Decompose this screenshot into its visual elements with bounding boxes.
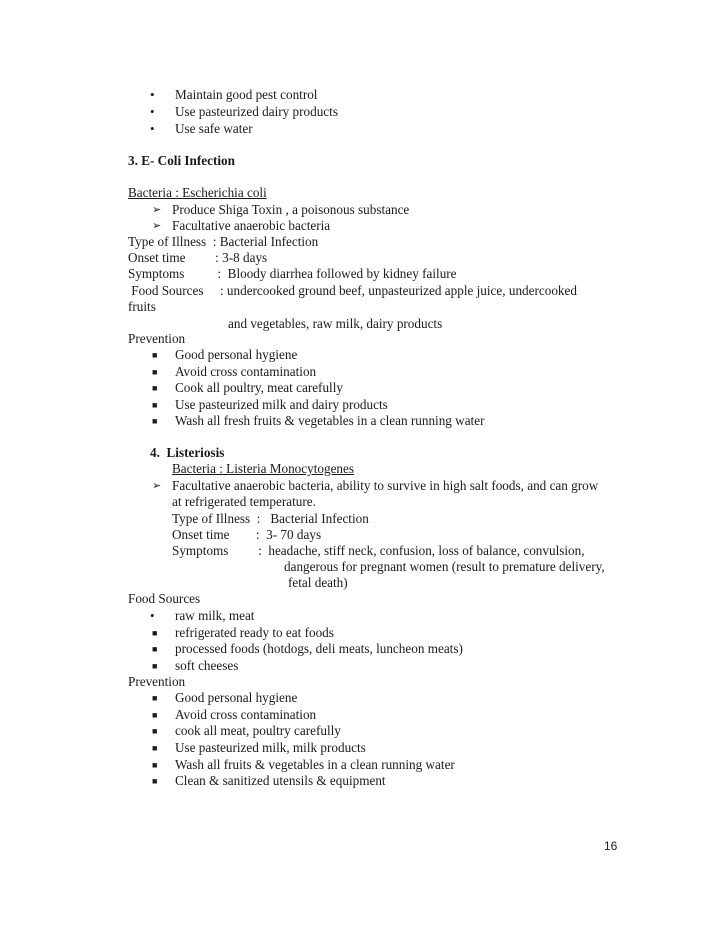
arrow-bullet-icon: ➢ bbox=[152, 480, 162, 492]
list-item: processed foods (hotdogs, deli meats, luncheon meats) bbox=[175, 641, 463, 656]
list-item: Clean & sanitized utensils & equipment bbox=[175, 773, 386, 788]
onset-time: Onset time : 3- 70 days bbox=[172, 527, 322, 542]
list-item: cook all meat, poultry carefully bbox=[175, 723, 341, 738]
symptoms: Symptoms : headache, stiff neck, confusion, loss of balance, convulsion, bbox=[172, 543, 585, 558]
list-item: Avoid cross contamination bbox=[175, 364, 317, 379]
square-bullet-icon: ■ bbox=[152, 350, 158, 360]
list-item-cont: at refrigerated temperature. bbox=[172, 494, 316, 509]
list-item: Use safe water bbox=[175, 121, 253, 136]
list-item: refrigerated ready to eat foods bbox=[175, 625, 334, 640]
section-heading: 4. Listeriosis bbox=[150, 445, 225, 460]
arrow-bullet-icon: ➢ bbox=[152, 204, 162, 216]
bullet-icon: • bbox=[150, 87, 155, 102]
food-sources-cont: fruits bbox=[128, 299, 156, 314]
square-bullet-icon: ■ bbox=[152, 661, 158, 671]
bacteria-name: Bacteria : Escherichia coli bbox=[128, 185, 267, 200]
list-item: Maintain good pest control bbox=[175, 87, 318, 102]
list-item: Good personal hygiene bbox=[175, 347, 298, 362]
arrow-bullet-icon: ➢ bbox=[152, 220, 162, 232]
onset-time: Onset time : 3-8 days bbox=[128, 250, 268, 265]
list-item: Use pasteurized milk and dairy products bbox=[175, 397, 388, 412]
symptoms-cont: fetal death) bbox=[288, 575, 348, 590]
list-item: Wash all fresh fruits & vegetables in a clean running water bbox=[175, 413, 485, 428]
list-item: Cook all poultry, meat carefully bbox=[175, 380, 343, 395]
list-item: Produce Shiga Toxin , a poisonous substance bbox=[172, 202, 410, 217]
square-bullet-icon: ■ bbox=[152, 416, 158, 426]
list-item: Avoid cross contamination bbox=[175, 707, 317, 722]
section-heading: 3. E- Coli Infection bbox=[128, 153, 235, 168]
square-bullet-icon: ■ bbox=[152, 710, 158, 720]
square-bullet-icon: ■ bbox=[152, 383, 158, 393]
square-bullet-icon: ■ bbox=[152, 400, 158, 410]
symptoms: Symptoms : Bloody diarrhea followed by kidney failure bbox=[128, 266, 457, 281]
square-bullet-icon: ■ bbox=[152, 760, 158, 770]
list-item: Good personal hygiene bbox=[175, 690, 298, 705]
symptoms-cont: dangerous for pregnant women (result to premature delivery, bbox=[284, 559, 605, 574]
bacteria-name: Bacteria : Listeria Monocytogenes bbox=[172, 461, 354, 476]
square-bullet-icon: ■ bbox=[152, 644, 158, 654]
list-item: Wash all fruits & vegetables in a clean running water bbox=[175, 757, 455, 772]
illness-type: Type of Illness : Bacterial Infection bbox=[172, 511, 369, 526]
list-item: Facultative anaerobic bacteria bbox=[172, 218, 331, 233]
prevention-label: Prevention bbox=[128, 674, 186, 689]
prevention-label: Prevention bbox=[128, 331, 186, 346]
bullet-icon: • bbox=[150, 104, 155, 119]
bullet-icon: • bbox=[150, 608, 155, 623]
page-number: 16 bbox=[604, 839, 618, 853]
list-item: Facultative anaerobic bacteria, ability to survive in high salt foods, and can grow bbox=[172, 478, 599, 493]
list-item: Use pasteurized dairy products bbox=[175, 104, 338, 119]
bullet-icon: • bbox=[150, 121, 155, 136]
illness-type: Type of Illness : Bacterial Infection bbox=[128, 234, 319, 249]
food-sources-cont: and vegetables, raw milk, dairy products bbox=[228, 316, 443, 331]
square-bullet-icon: ■ bbox=[152, 726, 158, 736]
food-sources-label: Food Sources bbox=[128, 591, 201, 606]
square-bullet-icon: ■ bbox=[152, 776, 158, 786]
list-item: raw milk, meat bbox=[175, 608, 255, 623]
square-bullet-icon: ■ bbox=[152, 693, 158, 703]
list-item: soft cheeses bbox=[175, 658, 239, 673]
square-bullet-icon: ■ bbox=[152, 628, 158, 638]
list-item: Use pasteurized milk, milk products bbox=[175, 740, 366, 755]
square-bullet-icon: ■ bbox=[152, 367, 158, 377]
square-bullet-icon: ■ bbox=[152, 743, 158, 753]
food-sources: Food Sources : undercooked ground beef, unpasteurized apple juice, undercooked bbox=[128, 283, 577, 298]
